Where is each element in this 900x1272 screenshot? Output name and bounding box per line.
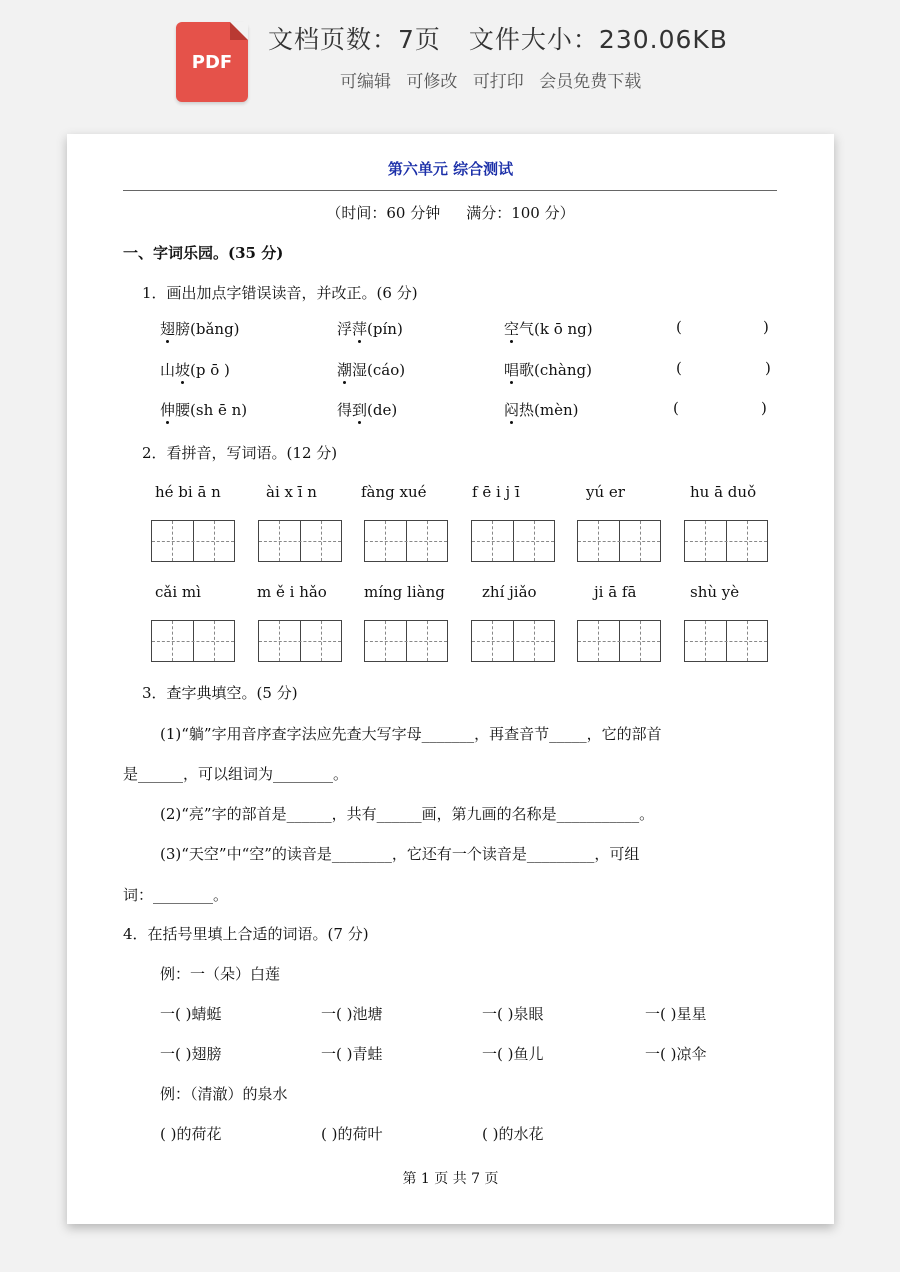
- pdf-file-icon: [176, 22, 248, 102]
- answer-paren-left: (: [676, 359, 682, 377]
- q3-line: (2)“亮”字的部首是______，共有______画，第九画的名称是___________。: [160, 805, 655, 823]
- q1-word: 空气(k ō ng): [504, 320, 593, 338]
- q4-item: 一( )凉伞: [645, 1045, 707, 1063]
- pinyin-label: cǎi mì: [155, 583, 201, 601]
- pdf-icon-label: PDF: [191, 52, 233, 73]
- q4-item: 一( )青蛙: [321, 1045, 383, 1063]
- document-title: 第六单元 综合测试: [387, 160, 514, 178]
- q1-word: 潮湿(cáo): [337, 361, 406, 379]
- page-footer: 第 1 页 共 7 页: [402, 1171, 499, 1187]
- writing-grid[interactable]: [364, 620, 448, 662]
- feature-editable: 可编辑: [340, 72, 391, 92]
- pinyin-label: f ē i j ī: [472, 483, 520, 501]
- question-1-title: 1．画出加点字错误读音，并改正。(6 分): [142, 284, 418, 302]
- q4-item: ( )的荷花: [160, 1125, 222, 1143]
- q4-item: 一( )蜻蜓: [160, 1005, 222, 1023]
- answer-paren-right: ): [763, 318, 769, 336]
- q1-word: 唱歌(chàng): [504, 361, 592, 379]
- q1-word: 浮萍(pín): [337, 320, 403, 338]
- pinyin-label: ài x ī n: [266, 483, 317, 501]
- pinyin-label: fàng xué: [361, 483, 427, 501]
- writing-grid[interactable]: [151, 620, 235, 662]
- pinyin-label: hu ā duǒ: [690, 483, 757, 501]
- writing-grid[interactable]: [577, 520, 661, 562]
- q3-line: (3)“天空”中“空”的读音是________，它还有一个读音是_________，可组: [160, 845, 640, 863]
- question-3-title: 3．查字典填空。(5 分): [142, 684, 298, 702]
- q4-item: 一( )星星: [645, 1005, 707, 1023]
- section-1-heading: 一、字词乐园。(35 分): [123, 244, 284, 262]
- exam-info: [67, 202, 834, 223]
- feature-modifiable: 可修改: [406, 72, 458, 92]
- writing-grid[interactable]: [151, 520, 235, 562]
- pinyin-label: míng liàng: [364, 583, 445, 601]
- file-size: 文件大小：230.06KB: [468, 25, 728, 54]
- q3-line: 词：________。: [123, 886, 229, 904]
- q4-example: 例：（清澈）的泉水: [160, 1085, 288, 1103]
- writing-grid[interactable]: [684, 620, 768, 662]
- time-limit: （时间：60 分钟: [326, 204, 441, 222]
- q1-word: 伸腰(sh ē n): [160, 401, 248, 419]
- document-page: [67, 134, 834, 1224]
- writing-grid[interactable]: [471, 520, 555, 562]
- q4-item: ( )的水花: [482, 1125, 544, 1143]
- question-2-title: 2．看拼音，写词语。(12 分): [142, 444, 338, 462]
- q3-line: 是______，可以组词为________。: [123, 765, 349, 783]
- writing-grid[interactable]: [258, 520, 342, 562]
- answer-paren-left: (: [673, 399, 679, 417]
- feature-member-download: 会员免费下载: [539, 72, 642, 92]
- writing-grid[interactable]: [577, 620, 661, 662]
- pinyin-label: shù yè: [690, 583, 740, 601]
- answer-paren-right: ): [765, 359, 771, 377]
- feature-printable: 可打印: [472, 72, 524, 92]
- writing-grid[interactable]: [364, 520, 448, 562]
- pinyin-label: yú er: [586, 483, 625, 501]
- q1-word: 翅膀(bǎng): [160, 320, 240, 338]
- q4-item: 一( )池塘: [321, 1005, 383, 1023]
- pinyin-label: m ě i hǎo: [257, 583, 327, 601]
- page-count: 文档页数：7页: [268, 25, 441, 54]
- download-banner: [0, 0, 900, 120]
- pinyin-label: hé bi ā n: [155, 483, 221, 501]
- answer-paren-left: (: [676, 318, 682, 336]
- answer-paren-right: ): [761, 399, 767, 417]
- question-4-title: 4．在括号里填上合适的词语。(7 分): [123, 925, 369, 943]
- q4-item: 一( )翅膀: [160, 1045, 222, 1063]
- full-score: 满分：100 分）: [466, 204, 575, 222]
- file-info: [268, 20, 728, 56]
- q4-example: 例：一（朵）白莲: [160, 965, 281, 983]
- q4-item: ( )的荷叶: [321, 1125, 383, 1143]
- writing-grid[interactable]: [684, 520, 768, 562]
- q1-word: 得到(de): [337, 401, 398, 419]
- q1-word: 山坡(p ō ): [160, 361, 230, 379]
- feature-list: [340, 67, 651, 92]
- writing-grid[interactable]: [258, 620, 342, 662]
- pinyin-label: zhí jiǎo: [482, 583, 537, 601]
- q4-item: 一( )鱼儿: [482, 1045, 544, 1063]
- writing-grid[interactable]: [471, 620, 555, 662]
- title-divider: [123, 190, 777, 191]
- pinyin-label: ji ā fā: [594, 583, 637, 601]
- q4-item: 一( )泉眼: [482, 1005, 544, 1023]
- q3-line: (1)“躺”字用音序查字法应先查大写字母_______，再查音节_____，它的部首: [160, 725, 662, 743]
- q1-word: 闷热(mèn): [504, 401, 579, 419]
